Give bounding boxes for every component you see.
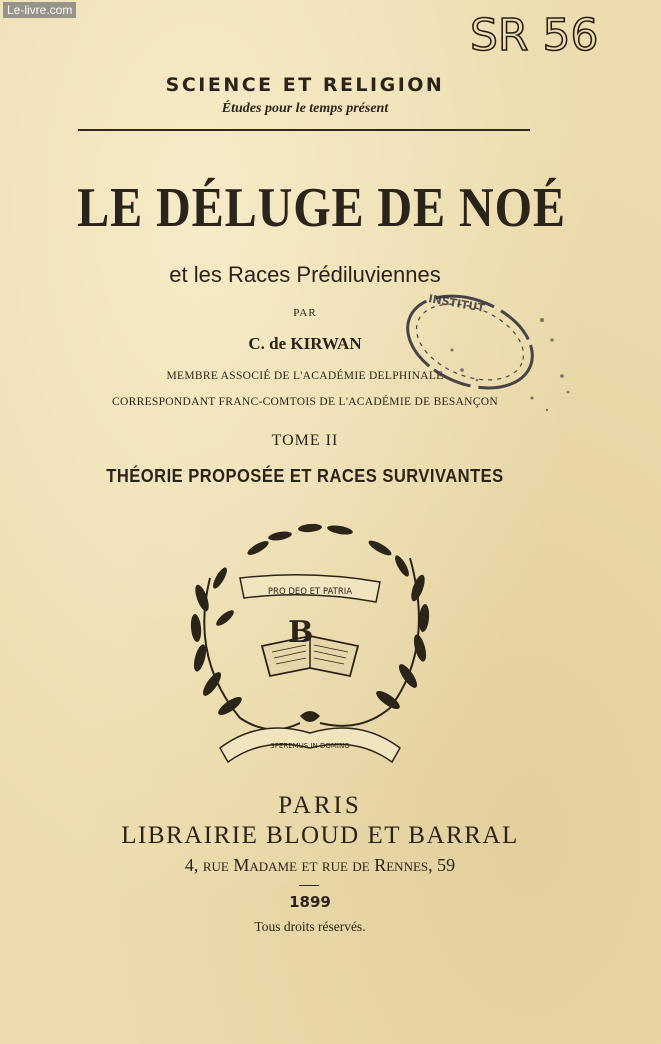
series-subtitle: Études pour le temps présent [221,101,389,116]
open-book-icon [262,615,358,676]
imprint-year: 1899 [289,893,331,911]
address-number: 4, [184,855,199,875]
ribbon-text: SPEREMUS IN DOMINO [270,742,350,750]
imprint-publisher: LIBRAIRIE BLOUD ET BARRAL [121,822,519,849]
banner-text: PRO DEO ET PATRIA [267,587,353,597]
imprint-address [40,855,600,876]
by-label: PAR [293,307,317,319]
ribbon-knot [300,711,320,722]
imprint-city: PARIS [278,792,362,819]
imprint-dash [299,885,319,886]
author-name: C. de KIRWAN [248,334,362,353]
divider-rule [78,129,530,131]
volume-number: TOME II [271,432,339,449]
address-et: et [301,855,318,875]
imprint-rights: Tous droits réservés. [254,919,366,934]
stamp-text: INSTITUT [427,292,486,315]
shelfmark-text: SR 56 [470,10,599,61]
series-title: SCIENCE ET RELIGION [165,74,445,96]
book-subtitle: et les Races Prédiluviennes [169,262,441,287]
handwritten-shelfmark [468,8,638,63]
address-street-1: rue Madame [202,855,298,875]
svg-text:B: B [288,615,314,650]
publisher-emblem [180,518,440,773]
book-title: LE DÉLUGE DE NOÉ [77,177,566,239]
library-stamp [392,280,582,420]
address-end: 59 [437,855,456,875]
author-affiliation-2: CORRESPONDANT FRANC-COMTOIS DE L'ACADÉMIE DE BESANÇON [112,396,498,408]
address-street-2: rue de Rennes, [321,855,433,875]
watermark: Le-livre.com [3,2,76,18]
volume-title: THÉORIE PROPOSÉE ET RACES SURVIVANTES [106,466,504,486]
author-affiliation-1: MEMBRE ASSOCIÉ DE L'ACADÉMIE DELPHINALE [166,370,444,382]
